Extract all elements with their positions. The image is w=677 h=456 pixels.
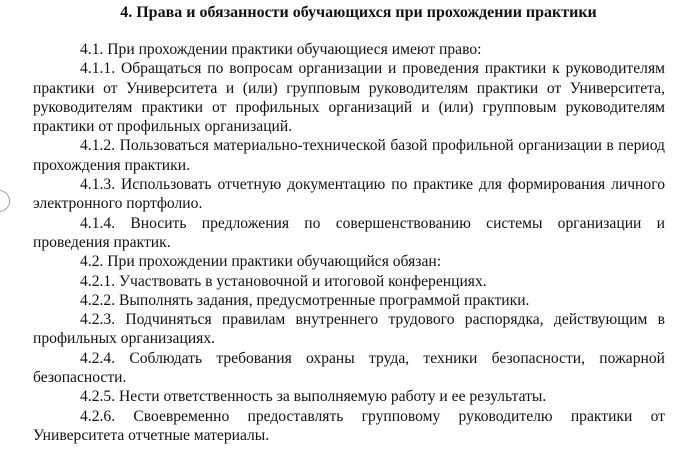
paragraph-4-2: 4.2. При прохождении практики обучающийся обязан: [80, 253, 442, 271]
section-heading: 4. Права и обязанности обучающихся при прохождении практики [120, 4, 597, 21]
paragraph-4-1: 4.1. При прохождении практики обучающиеся имеют право: [80, 41, 482, 58]
paragraph-4-2-1: 4.2.1. Участвовать в установочной и итоговой конференциях. [80, 272, 487, 290]
paragraph-4-2-4: 4.2.4. Соблюдать требования охраны труда, техники безопасности, пожарной безопасности. [33, 349, 665, 387]
paragraph-4-2-6: 4.2.6. Своевременно предоставлять групповому руководителю практики от Университета отчетные материалы. [33, 407, 665, 444]
paragraph-4-2-5: 4.2.5. Нести ответственность за выполняемую работу и ее результаты. [80, 388, 547, 406]
paragraph-4-1-3: 4.1.3. Использовать отчетную документацию по практике для формирования личного электронного портфолио. [33, 176, 665, 213]
paragraph-4-1-4: 4.1.4. Вносить предложения по совершенствованию системы организации и проведения практик. [33, 214, 665, 251]
section-body [33, 40, 665, 445]
punch-hole-mark [0, 190, 10, 212]
paragraph-4-2-2: 4.2.2. Выполнять задания, предусмотренные программой практики. [80, 291, 530, 309]
paragraph-4-1-2: 4.1.2. Пользоваться материально-технической базой профильной организации в период прохождения практики. [33, 137, 665, 174]
paragraph-4-1-1: 4.1.1. Обращаться по вопросам организации и проведения практики к руководителям практики от Университета и (или) групповым руководителям практики от Университета, руководителям практики от профильных организаций и (или) групповым руководителям практики от профильных организаций. [33, 60, 665, 136]
paragraph-4-2-3: 4.2.3. Подчиняться правилам внутреннего трудового распорядка, действующим в профильных организациях. [33, 311, 665, 348]
